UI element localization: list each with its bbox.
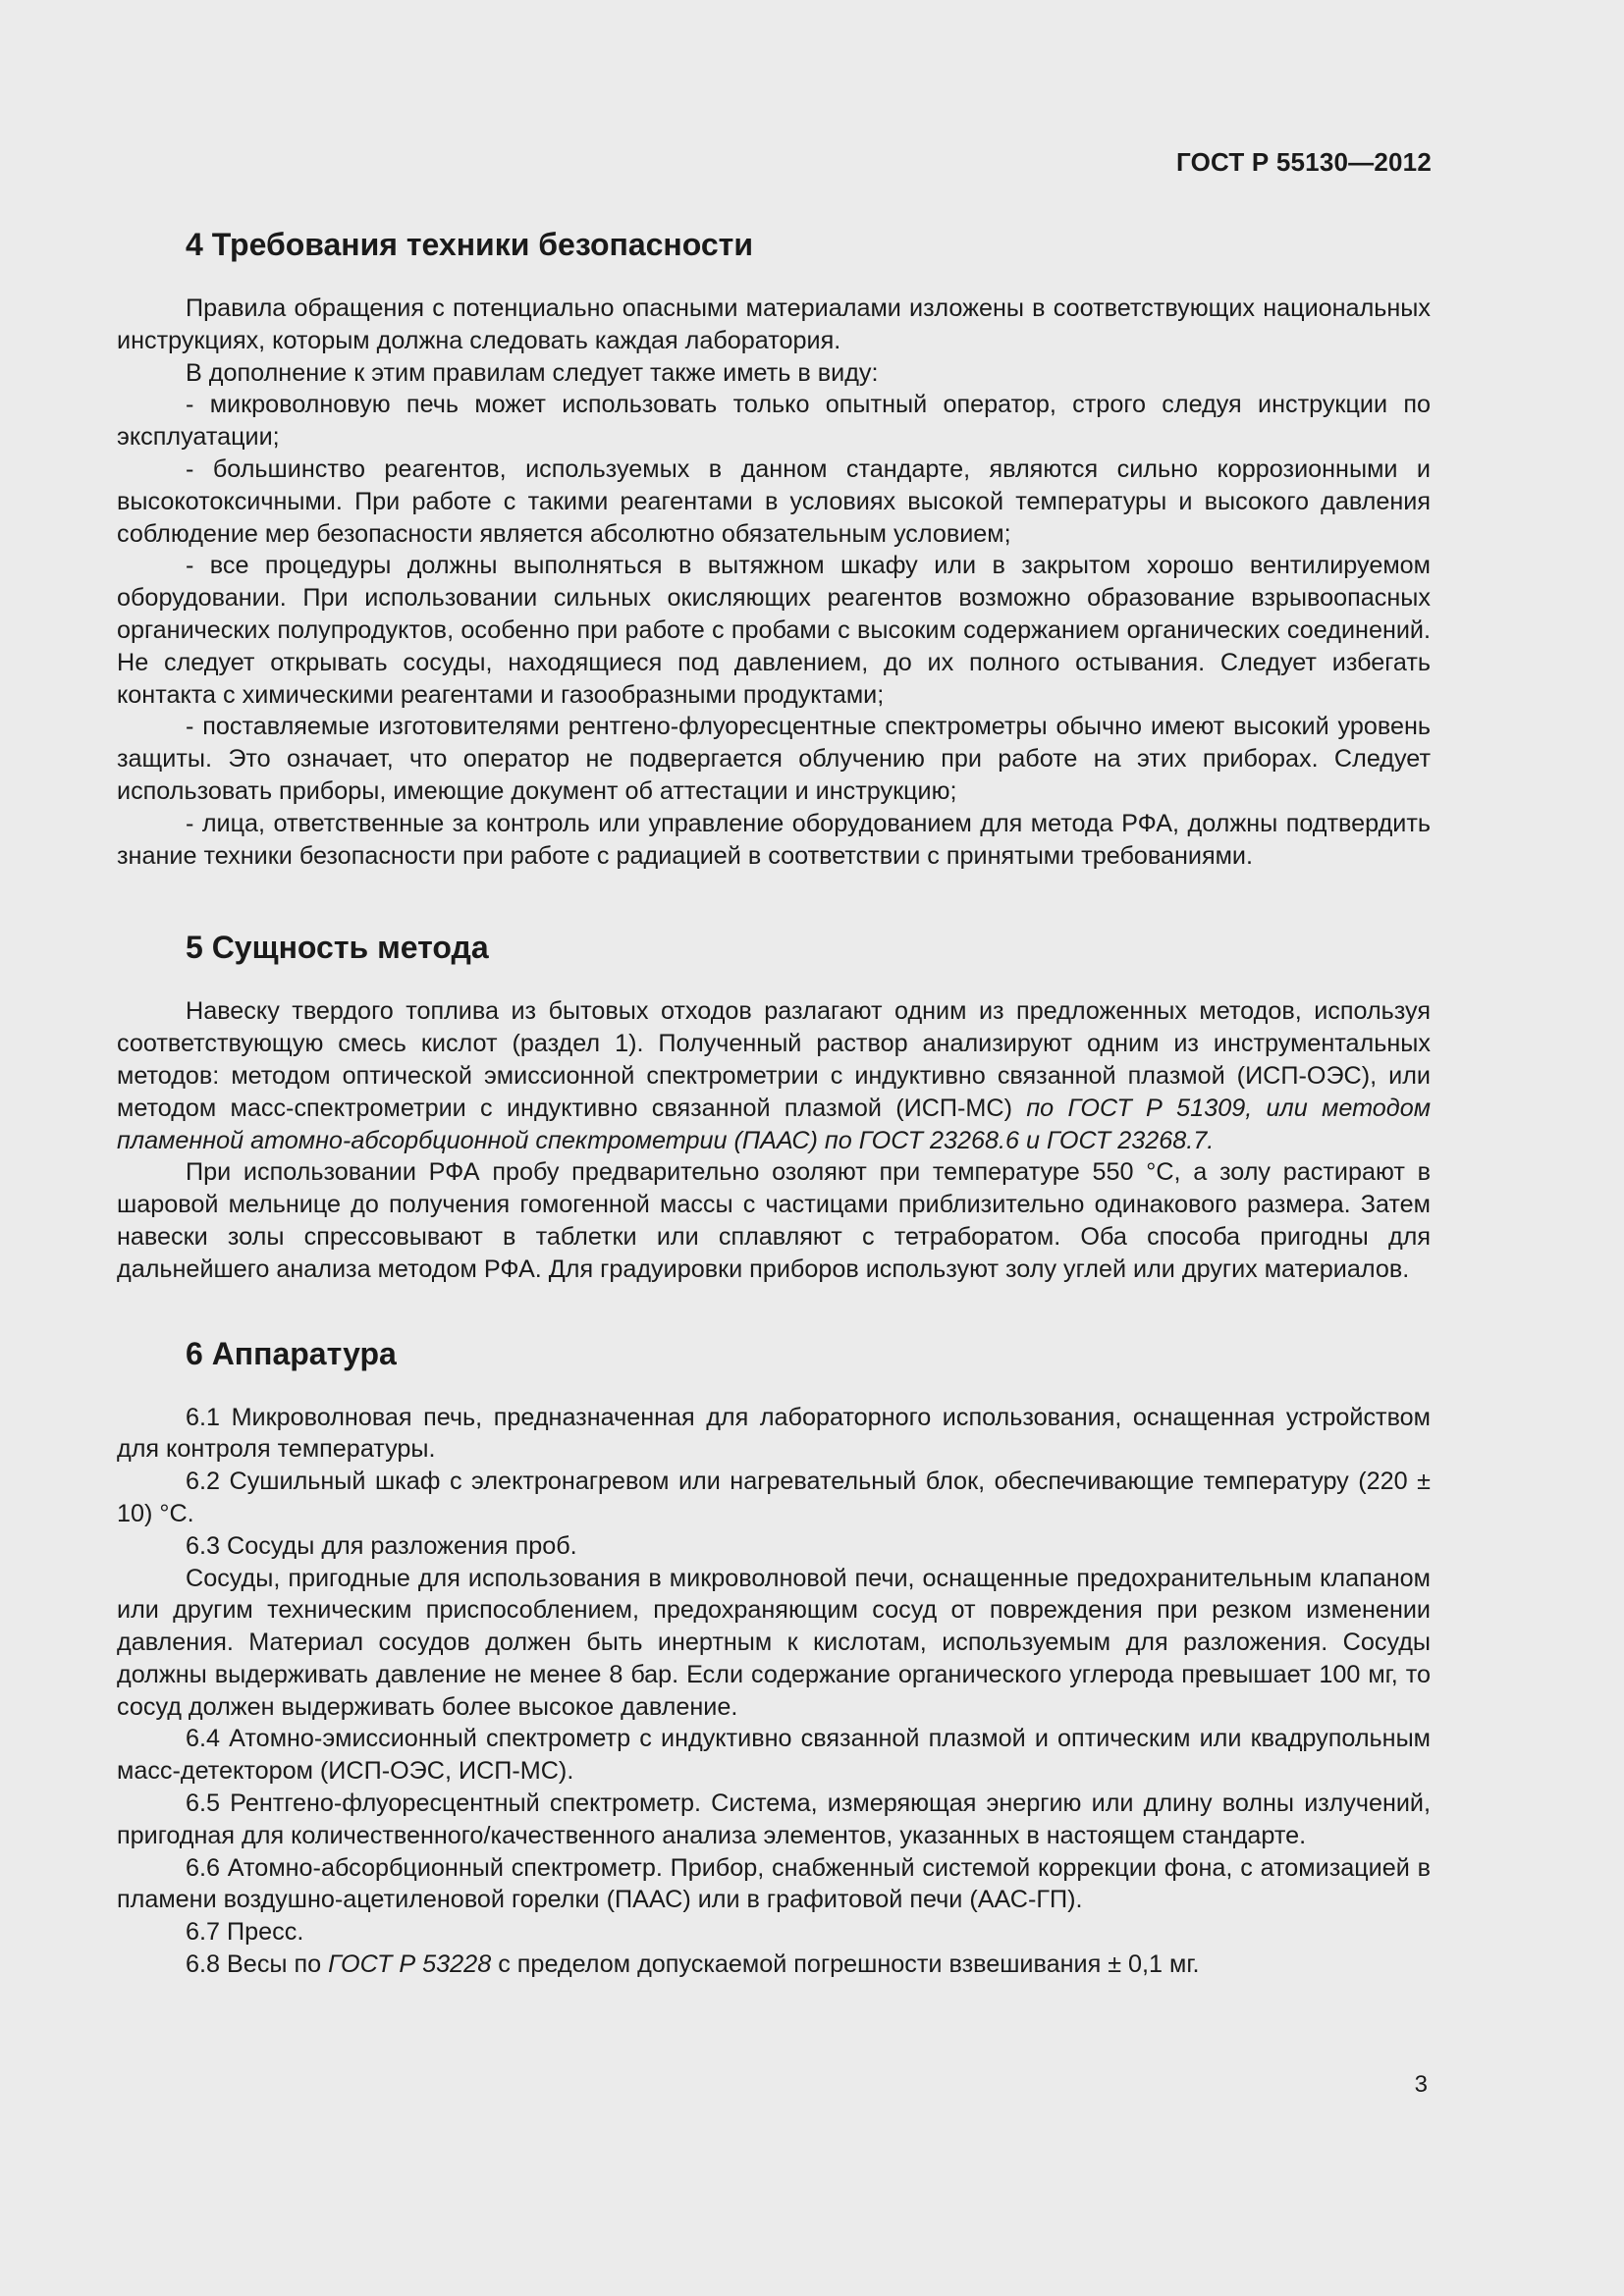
standard-reference: ГОСТ Р 53228 [328, 1950, 492, 1979]
section-5-paragraph: При использовании РФА пробу предварительно озоляют при температуре 550 °С, а золу растирают в шаровой мельнице до получения гомогенной массы с частицами приблизительно одинакового размера. Затем навески золы спрессовывают в таблетки или сплавляют с тетраборатом. Оба способа пригодны для дальнейшего анализа методом РФА. Для градуировки приборов используют золу углей или других материалов. [117, 1158, 1431, 1283]
section-6-text: с пределом допускаемой погрешности взвешивания ± 0,1 мг. [491, 1950, 1200, 1979]
section-5-title: 5 Сущность метода [186, 930, 489, 966]
section-5-text: Навеску твердого топлива из бытовых отходов разлагают одним из предложенных методов, используя соответствующую смесь кислот (раздел 1). Полученный раствор анализируют одним из инструментальных методов: методом оптической эмиссионной спектрометрии с индуктивно связанной плазмой (ИСП-ОЭС), или методом масс-спектрометрии с индуктивно связанной плазмой (ИСП-МС) [117, 997, 1431, 1122]
section-4-list-item: - все процедуры должны выполняться в вытяжном шкафу или в закрытом хорошо вентилируемом оборудовании. При использовании сильных окисляющих реагентов возможно образование взрывоопасных органических полупродуктов, особенно при работе с пробами с высоким содержанием органических соединений. Не следует открывать сосуды, находящиеся под давлением, до их полного остывания. Следует избегать контакта с химическими реагентами и газообразными продуктами; [117, 552, 1431, 709]
section-6-item: 6.5 Рентгено-флуоресцентный спектрометр. Система, измеряющая энергию или длину волны излучений, пригодная для количественного/качественного анализа элементов, указанных в настоящем стандарте. [117, 1789, 1431, 1849]
section-6-item: 6.1 Микроволновая печь, предназначенная для лабораторного использования, оснащенная устройством для контроля температуры. [117, 1403, 1431, 1464]
section-6-item: 6.6 Атомно-абсорбционный спектрометр. Прибор, снабженный системой коррекции фона, с атомизацией в пламени воздушно-ацетиленовой горелки (ПААС) или в графитовой печи (ААС-ГП). [117, 1853, 1431, 1914]
section-6-item: 6.4 Атомно-эмиссионный спектрометр с индуктивно связанной плазмой и оптическим или квадрупольным масс-детектором (ИСП-ОЭС, ИСП-МС). [117, 1725, 1431, 1786]
section-6-title: 6 Аппаратура [186, 1335, 397, 1371]
section-4-list-item: - большинство реагентов, используемых в данном стандарте, являются сильно коррозионными и высокотоксичными. При работе с такими реагентами в условиях высокой температуры и высокого давления соблюдение мер безопасности является абсолютно обязательным условием; [117, 454, 1431, 548]
document-code: ГОСТ Р 55130—2012 [1176, 147, 1432, 177]
section-6-paragraph: Сосуды, пригодные для использования в микроволновой печи, оснащенные предохранительным клапаном или другим техническим приспособлением, предохраняющим сосуд от повреждения при резком изменении давления. Материал сосудов должен быть инертным к кислотам, используемым для разложения. Сосуды должны выдерживать давление не менее 8 бар. Если содержание органического углерода превышает 100 мг, то сосуд должен выдерживать более высокое давление. [117, 1564, 1431, 1721]
section-4-title: 4 Требования техники безопасности [186, 227, 754, 262]
section-6-text: 6.8 Весы по [186, 1950, 329, 1979]
document-body [117, 220, 1431, 1981]
section-5-paragraph [117, 995, 1431, 1156]
section-6-item: 6.3 Сосуды для разложения проб. [186, 1531, 577, 1560]
section-4-paragraph: Правила обращения с потенциально опасными материалами изложены в соответствующих национальных инструкциях, которым должна следовать каждая лаборатория. [117, 294, 1431, 354]
standard-reference: по ГОСТ Р 51309, или методом пламенной атомно-абсорбционной спектрометрии (ПААС) по ГОСТ 23268.6 и ГОСТ 23268.7. [117, 1094, 1431, 1154]
section-4-paragraph: В дополнение к этим правилам следует также иметь в виду: [186, 358, 879, 387]
section-6-item: 6.7 Пресс. [186, 1918, 304, 1947]
section-6-item [117, 1949, 1431, 1981]
section-6-item: 6.2 Сушильный шкаф с электронагревом или нагревательный блок, обеспечивающие температуру (220 ± 10) °С. [117, 1468, 1431, 1527]
page-number: 3 [1414, 2071, 1428, 2098]
section-4-list-item: - поставляемые изготовителями рентгено-флуоресцентные спектрометры обычно имеют высокий уровень защиты. Это означает, что оператор не подвергается облучению при работе на этих приборах. Следует использовать приборы, имеющие документ об аттестации и инструкцию; [117, 713, 1431, 805]
section-4-list-item: - лица, ответственные за контроль или управление оборудованием для метода РФА, должны подтвердить знание техники безопасности при работе с радиацией в соответствии с принятыми требованиями. [117, 809, 1431, 870]
section-4-list-item: - микроволновую печь может использовать только опытный оператор, строго следуя инструкции по эксплуатации; [117, 391, 1431, 452]
